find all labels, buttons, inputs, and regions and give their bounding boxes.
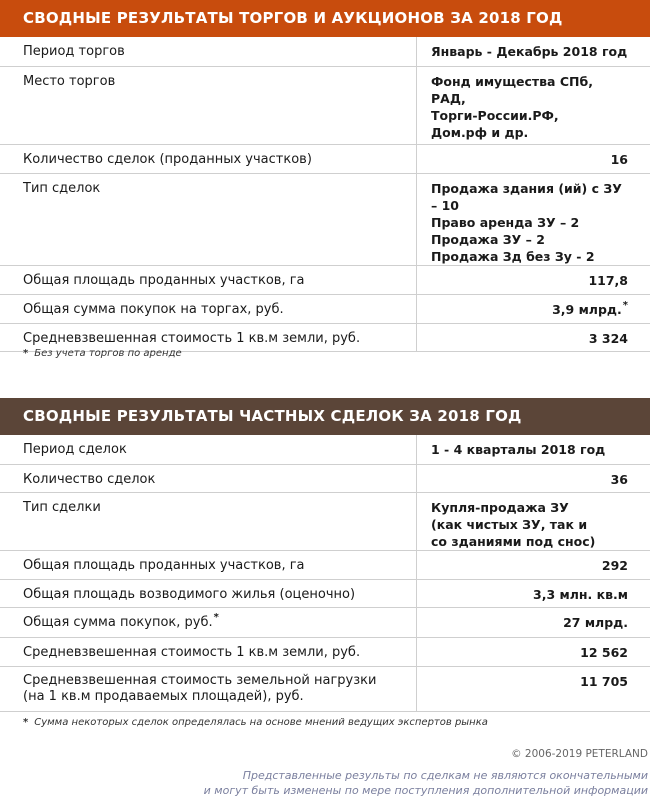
table-row (0, 435, 650, 464)
row-value: 1 - 4 кварталы 2018 год (431, 442, 606, 457)
row-value: Январь - Декабрь 2018 год (431, 44, 628, 59)
row-value: 27 млрд. (563, 614, 628, 630)
footnote-mark: * (23, 717, 29, 728)
section1-title: СВОДНЫЕ РЕЗУЛЬТАТЫ ТОРГОВ И АУКЦИОНОВ ЗА 2018 ГОД (0, 0, 650, 37)
row-label: Место торгов (23, 73, 116, 89)
row-label: Общая площадь проданных участков, га (23, 272, 305, 288)
table-row (0, 294, 650, 323)
section2-title: СВОДНЫЕ РЕЗУЛЬТАТЫ ЧАСТНЫХ СДЕЛОК ЗА 2018 ГОД (0, 398, 650, 435)
row-label: Общая сумма покупок на торгах, руб. (23, 301, 284, 317)
table-row (0, 173, 650, 265)
row-label: Общая сумма покупок, руб. (23, 614, 213, 630)
disclaimer: Представленные результы по сделкам не являются окончательными и могут быть изменены по мере поступления дополнительной информации (203, 769, 648, 797)
row-value: 11 705 (580, 673, 628, 689)
private-deals-table (0, 435, 650, 712)
table-row (0, 492, 650, 550)
footnote-1 (23, 348, 182, 359)
row-label: Тип сделок (23, 180, 101, 196)
row-label: Количество сделок (проданных участков) (23, 151, 312, 167)
table-row (0, 579, 650, 607)
footnote-text: Сумма некоторых сделок определялась на основе мнений ведущих экспертов рынка (34, 717, 488, 728)
table-row (0, 607, 650, 637)
row-label: Средневзвешенная стоимость 1 кв.м земли, руб. (23, 644, 361, 660)
table-row (0, 550, 650, 579)
row-value: Продажа здания (ий) с ЗУ – 10 Право аренда ЗУ – 2 Продажа ЗУ – 2 Продажа Зд без Зу - 2 (431, 180, 622, 264)
row-label: Общая площадь возводимого жилья (оценочно) (23, 586, 356, 602)
row-value: Фонд имущества СПб, РАД, Торги-России.РФ, Дом.рф и др. (431, 73, 593, 140)
footnote-2 (23, 717, 488, 728)
footnote-mark: * (213, 611, 219, 623)
footnote-mark: * (622, 299, 628, 311)
row-label: Период сделок (23, 442, 127, 457)
row-label: Период торгов (23, 44, 125, 59)
row-value: 3 324 (588, 330, 628, 346)
row-label: Общая площадь проданных участков, га (23, 557, 305, 573)
row-value: 36 (610, 471, 628, 487)
row-label: Средневзвешенная стоимость 1 кв.м земли, руб. (23, 330, 361, 346)
row-value: 16 (610, 151, 628, 167)
row-value: Купля-продажа ЗУ (как чистых ЗУ, так и со зданиями под снос) (431, 499, 596, 549)
row-value: 3,9 млрд. (552, 301, 622, 317)
table-row (0, 265, 650, 294)
table-row (0, 323, 650, 351)
auction-results-table (0, 37, 650, 352)
row-label: Количество сделок (23, 471, 156, 487)
table-row (0, 464, 650, 492)
table-row (0, 66, 650, 144)
copyright: © 2006-2019 PETERLAND (511, 748, 648, 760)
footnote-text: Без учета торгов по аренде (34, 348, 182, 359)
table-row (0, 144, 650, 173)
table-row (0, 637, 650, 666)
row-value: 12 562 (580, 644, 628, 660)
row-label: Тип сделки (23, 499, 101, 515)
row-value: 3,3 млн. кв.м (533, 586, 628, 602)
table-row (0, 37, 650, 66)
footnote-mark: * (23, 348, 29, 359)
table-row (0, 666, 650, 711)
row-value: 117,8 (588, 272, 628, 288)
row-label: Средневзвешенная стоимость земельной нагрузки (на 1 кв.м продаваемых площадей), руб. (23, 672, 377, 704)
row-value: 292 (601, 557, 628, 573)
